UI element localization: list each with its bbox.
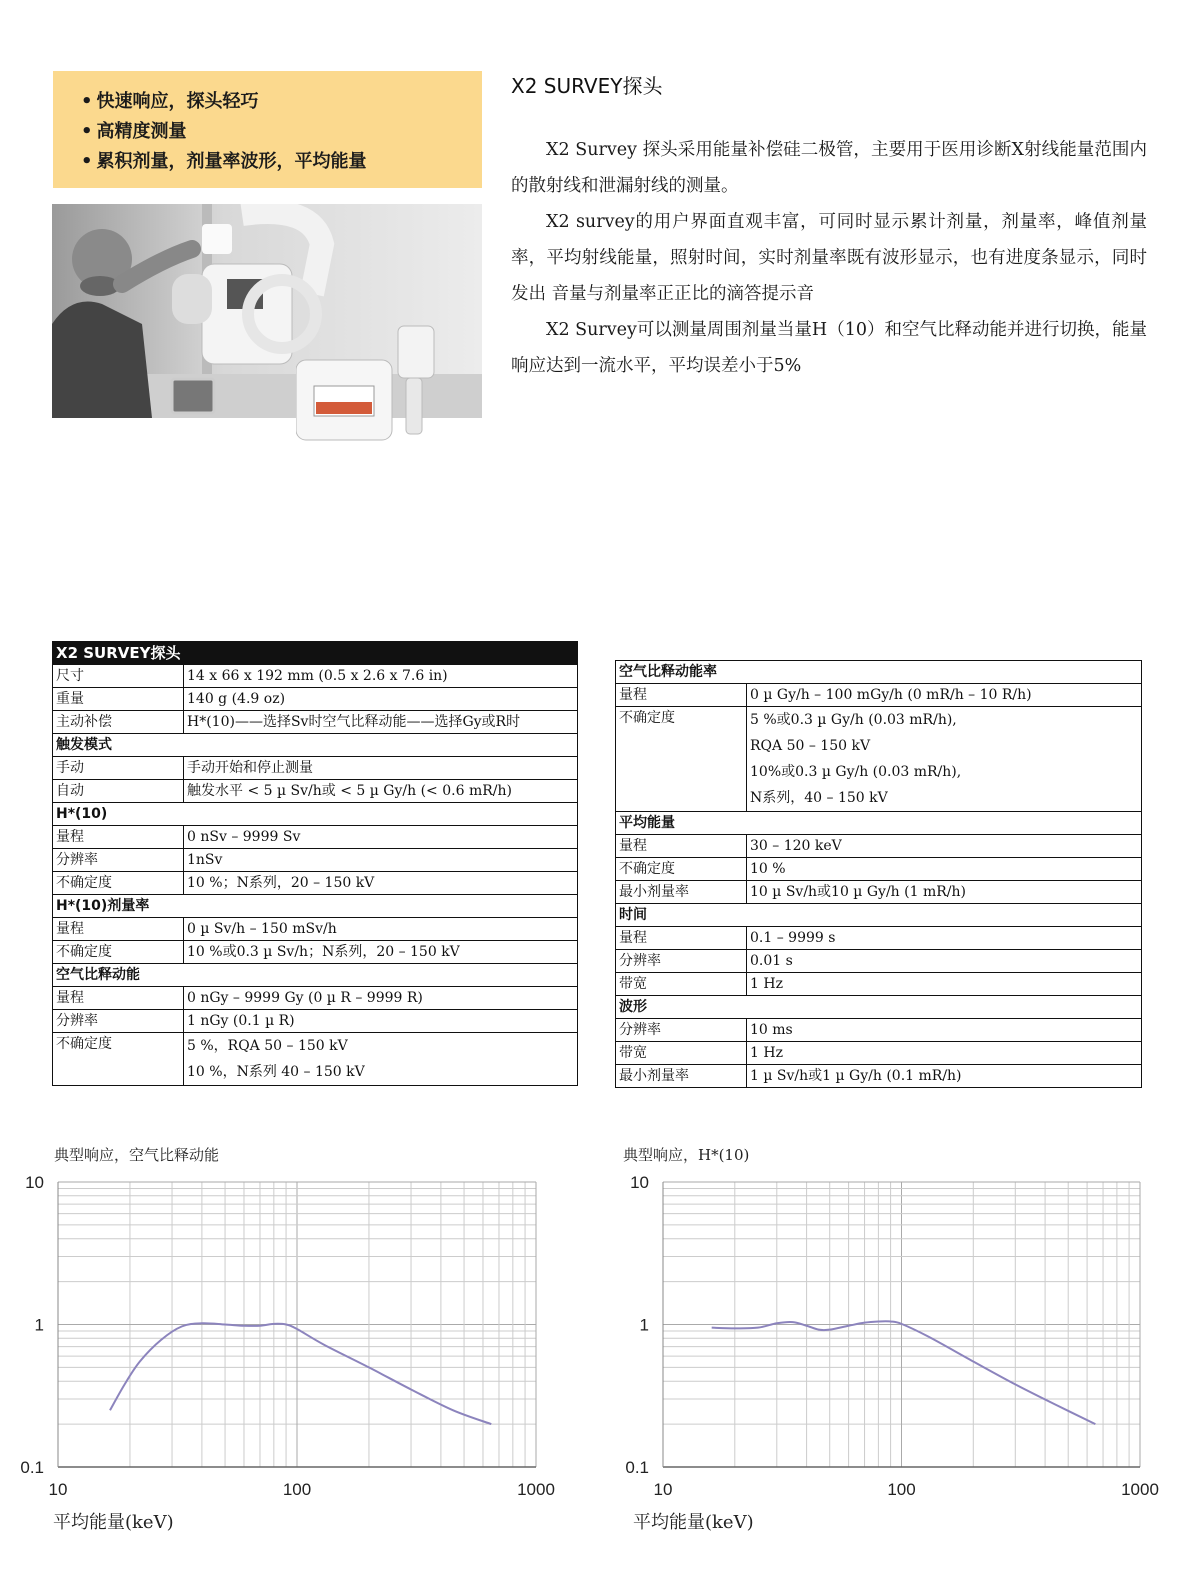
spec-key: 带宽 bbox=[616, 1042, 747, 1065]
spec-key: 带宽 bbox=[616, 973, 747, 996]
y-tick-label: 1 bbox=[34, 1315, 44, 1335]
intro-paragraph: X2 survey的用户界面直观丰富，可同时显示累计剂量，剂量率，峰值剂量率，平均射线能量，照射时间，实时剂量率既有波形显示，也有进度条显示，同时发出 音量与剂量率正正比的滴答提示音 bbox=[511, 212, 1147, 304]
spec-value: 10 ms bbox=[747, 1019, 1142, 1042]
feature-item: • 高精度测量 bbox=[81, 117, 482, 147]
x2-survey-meter-icon bbox=[296, 322, 466, 447]
table-row bbox=[53, 688, 578, 711]
spec-key: 自动 bbox=[53, 780, 184, 803]
spec-value: 0 µ Sv/h – 150 mSv/h bbox=[184, 918, 578, 941]
table-row bbox=[616, 707, 1142, 812]
table-section-row bbox=[616, 812, 1142, 835]
table-row bbox=[53, 987, 578, 1010]
chart-title: 典型响应，H*(10) bbox=[623, 1146, 750, 1164]
feature-list bbox=[81, 87, 482, 177]
table-row bbox=[616, 684, 1142, 707]
spec-value: 140 g (4.9 oz) bbox=[184, 688, 578, 711]
table-row bbox=[616, 950, 1142, 973]
spec-value: 1 Hz bbox=[747, 1042, 1142, 1065]
spec-value: 14 x 66 x 192 mm (0.5 x 2.6 x 7.6 in) bbox=[184, 665, 578, 688]
page-title: X2 SURVEY探头 bbox=[511, 74, 663, 98]
table-section-row bbox=[53, 964, 578, 987]
spec-value-line: RQA 50 – 150 kV bbox=[750, 738, 871, 754]
spec-value: 手动开始和停止测量 bbox=[184, 757, 578, 780]
table-row bbox=[53, 849, 578, 872]
spec-value: 0.1 – 9999 s bbox=[747, 927, 1142, 950]
intro-paragraph: X2 Survey 探头采用能量补偿硅二极管，主要用于医用诊断X射线能量范围内的散射线和泄漏射线的测量。 bbox=[511, 140, 1147, 196]
section-heading: 平均能量 bbox=[616, 812, 1142, 835]
chart-title: 典型响应，空气比释动能 bbox=[54, 1146, 220, 1164]
spec-key: 不确定度 bbox=[53, 1033, 184, 1086]
section-heading: 时间 bbox=[616, 904, 1142, 927]
table-title-row bbox=[53, 642, 578, 665]
table-row bbox=[53, 665, 578, 688]
table-row bbox=[616, 835, 1142, 858]
table-section-row bbox=[616, 904, 1142, 927]
x-tick-label: 10 bbox=[653, 1480, 673, 1499]
spec-key: 手动 bbox=[53, 757, 184, 780]
x-tick-label: 10 bbox=[48, 1480, 68, 1499]
spec-value: 0.01 s bbox=[747, 950, 1142, 973]
chart-grid bbox=[58, 1182, 536, 1467]
spec-key: 量程 bbox=[616, 684, 747, 707]
table-row bbox=[616, 1065, 1142, 1088]
spec-key: 量程 bbox=[616, 927, 747, 950]
spec-key: 量程 bbox=[53, 987, 184, 1010]
table-title: X2 SURVEY探头 bbox=[53, 642, 578, 665]
spec-key: 分辨率 bbox=[616, 950, 747, 973]
table-section-row bbox=[53, 734, 578, 757]
table-section-row bbox=[616, 996, 1142, 1019]
spec-value: 10 %或0.3 µ Sv/h；N系列，20 – 150 kV bbox=[184, 941, 578, 964]
spec-value: 1 µ Sv/h或1 µ Gy/h (0.1 mR/h) bbox=[747, 1065, 1142, 1088]
spec-value: H*(10)——选择Sv时空气比释动能——选择Gy或R时 bbox=[184, 711, 578, 734]
spec-key: 最小剂量率 bbox=[616, 1065, 747, 1088]
section-heading: H*(10)剂量率 bbox=[53, 895, 578, 918]
spec-value-line: 5 %或0.3 µ Gy/h (0.03 mR/h), bbox=[750, 712, 957, 728]
spec-key: 不确定度 bbox=[53, 872, 184, 895]
spec-key: 重量 bbox=[53, 688, 184, 711]
table-row bbox=[53, 757, 578, 780]
section-heading: H*(10) bbox=[53, 803, 578, 826]
table-row bbox=[53, 711, 578, 734]
table-row bbox=[616, 858, 1142, 881]
spec-value: 触发水平 < 5 µ Sv/h或 < 5 µ Gy/h (< 0.6 mR/h) bbox=[184, 780, 578, 803]
spec-key: 尺寸 bbox=[53, 665, 184, 688]
section-heading: 触发模式 bbox=[53, 734, 578, 757]
intro-paragraph: X2 Survey可以测量周围剂量当量H（10）和空气比释动能并进行切换，能量响应达到一流水平，平均误差小于5% bbox=[511, 320, 1147, 376]
table-section-row bbox=[616, 661, 1142, 684]
x-tick-label: 1000 bbox=[517, 1480, 555, 1499]
table-row bbox=[616, 1042, 1142, 1065]
y-tick-label: 0.1 bbox=[625, 1458, 649, 1477]
spec-value bbox=[747, 707, 1142, 812]
spec-key: 不确定度 bbox=[616, 858, 747, 881]
spec-value-line: 5 %，RQA 50 – 150 kV bbox=[187, 1038, 348, 1054]
spec-value: 10 % bbox=[747, 858, 1142, 881]
spec-key: 主动补偿 bbox=[53, 711, 184, 734]
spec-table-left bbox=[52, 641, 578, 1086]
y-tick-label: 10 bbox=[630, 1173, 649, 1192]
spec-key: 量程 bbox=[53, 918, 184, 941]
x-tick-label: 1000 bbox=[1121, 1480, 1159, 1499]
x-tick-label: 100 bbox=[887, 1480, 916, 1499]
spec-value-line: 10%或0.3 µ Gy/h (0.03 mR/h), bbox=[750, 764, 962, 780]
table-row bbox=[53, 918, 578, 941]
spec-value bbox=[184, 1033, 578, 1086]
spec-key: 量程 bbox=[53, 826, 184, 849]
chart-xlabel: 平均能量(keV) bbox=[633, 1512, 754, 1533]
table-row bbox=[53, 780, 578, 803]
features-banner bbox=[53, 71, 482, 188]
section-heading: 波形 bbox=[616, 996, 1142, 1019]
table-row bbox=[53, 1010, 578, 1033]
spec-key: 不确定度 bbox=[616, 707, 747, 812]
table-row bbox=[53, 826, 578, 849]
spec-key: 不确定度 bbox=[53, 941, 184, 964]
y-tick-label: 1 bbox=[639, 1315, 649, 1335]
table-section-row bbox=[53, 803, 578, 826]
table-row bbox=[53, 872, 578, 895]
spec-value: 0 nSv – 9999 Sv bbox=[184, 826, 578, 849]
spec-value: 1 Hz bbox=[747, 973, 1142, 996]
spec-key: 分辨率 bbox=[616, 1019, 747, 1042]
y-tick-label: 10 bbox=[25, 1173, 44, 1192]
section-heading: 空气比释动能率 bbox=[616, 661, 1142, 684]
table-row bbox=[616, 927, 1142, 950]
spec-key: 分辨率 bbox=[53, 1010, 184, 1033]
feature-item: • 快速响应，探头轻巧 bbox=[81, 87, 482, 117]
spec-key: 量程 bbox=[616, 835, 747, 858]
feature-item: • 累积剂量，剂量率波形，平均能量 bbox=[81, 147, 482, 177]
intro-text bbox=[511, 132, 1147, 384]
chart-xlabel: 平均能量(keV) bbox=[53, 1512, 174, 1533]
spec-value: 30 – 120 keV bbox=[747, 835, 1142, 858]
y-tick-label: 0.1 bbox=[20, 1458, 44, 1477]
spec-table-right bbox=[615, 660, 1142, 1088]
spec-value-line: N系列，40 – 150 kV bbox=[750, 790, 888, 806]
spec-key: 最小剂量率 bbox=[616, 881, 747, 904]
table-row bbox=[53, 941, 578, 964]
spec-value-line: 10 %，N系列 40 – 150 kV bbox=[187, 1064, 365, 1080]
spec-value: 0 µ Gy/h – 100 mGy/h (0 mR/h – 10 R/h) bbox=[747, 684, 1142, 707]
spec-value: 1nSv bbox=[184, 849, 578, 872]
spec-value: 1 nGy (0.1 µ R) bbox=[184, 1010, 578, 1033]
table-row bbox=[616, 973, 1142, 996]
chart-h10-response bbox=[600, 1160, 1186, 1510]
section-heading: 空气比释动能 bbox=[53, 964, 578, 987]
table-row bbox=[616, 881, 1142, 904]
table-row bbox=[616, 1019, 1142, 1042]
table-row bbox=[53, 1033, 578, 1086]
spec-value: 0 nGy – 9999 Gy (0 µ R – 9999 R) bbox=[184, 987, 578, 1010]
series-line bbox=[712, 1321, 1096, 1424]
spec-value: 10 %；N系列，20 – 150 kV bbox=[184, 872, 578, 895]
spec-value: 10 µ Sv/h或10 µ Gy/h (1 mR/h) bbox=[747, 881, 1142, 904]
x-tick-label: 100 bbox=[282, 1480, 312, 1499]
table-section-row bbox=[53, 895, 578, 918]
spec-key: 分辨率 bbox=[53, 849, 184, 872]
chart-air-kerma-response bbox=[0, 1160, 580, 1510]
